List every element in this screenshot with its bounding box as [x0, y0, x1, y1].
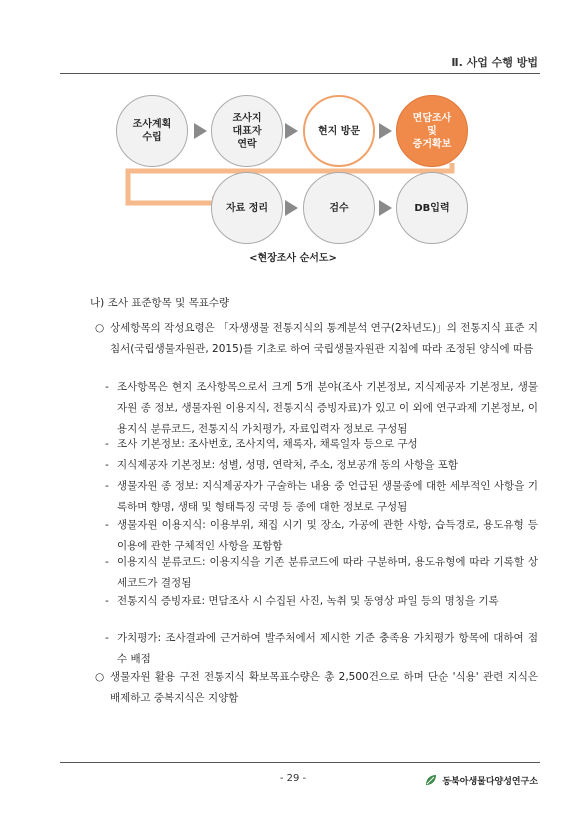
- footer-rule: [60, 762, 540, 763]
- circle-bullet: ○: [95, 671, 105, 683]
- arrow-right-icon: [379, 123, 392, 139]
- flow-node-review: 검수: [303, 172, 375, 244]
- item-survey-fields: [105, 377, 538, 440]
- item-text: 생물자원 이용지식: 이용부위, 채집 시기 및 장소, 가공에 관한 사항, 습득경로, 용도유형 등 이용에 관한 구체적인 사항을 포함함: [117, 519, 538, 552]
- arrow-right-icon: [379, 200, 392, 216]
- dash-bullet: -: [105, 556, 109, 568]
- paragraph-guideline: [95, 318, 538, 360]
- dash-bullet: -: [105, 632, 109, 644]
- item-text: 조사항목은 현지 조사항목으로서 크게 5개 분야(조사 기본정보, 지식제공자 기본정보, 생물자원 종 정보, 생물자원 이용지식, 전통지식 증빙자료)가 있고 이 외에 연구과제 기본정보, 이용지식 분류코드, 전통지식 가치평가, 자료입력자 정보로 구성됨: [117, 381, 538, 435]
- dash-bullet: -: [105, 595, 109, 607]
- page-number: - 29 -: [279, 773, 307, 784]
- leaf-logo-icon: [424, 773, 438, 787]
- item-survey-basic-info: [105, 434, 538, 455]
- org-logo: [424, 773, 538, 787]
- dash-bullet: -: [105, 480, 109, 492]
- section-title: 나) 조사 표준항목 및 목표수량: [90, 297, 230, 309]
- arrow-right-icon: [285, 123, 298, 139]
- item-classification-code: [105, 552, 538, 594]
- item-value-assessment: [105, 628, 538, 670]
- item-provider-info: [105, 455, 538, 476]
- item-text: 이용지식 분류코드: 이용지식을 기존 분류코드에 따라 구분하며, 용도유형에 따라 기록할 상세코드가 결정됨: [117, 556, 538, 589]
- dash-bullet: -: [105, 459, 109, 471]
- paragraph-text: 상세항목의 작성요령은 「자생생물 전통지식의 통계분석 연구(2차년도)」의 전통지식 표준 지침서(국립생물자원관, 2015)를 기초로 하여 국립생물자원관 지침에 따라 조정된 양식에 따름: [110, 322, 538, 355]
- paragraph-text: 생물자원 활용 구전 전통지식 확보목표수량은 총 2,500건으로 하며 단순 '식용' 관련 지식은 배제하고 중복지식은 지양함: [110, 671, 538, 704]
- figure-caption: <현장조사 순서도>: [249, 253, 337, 264]
- item-text: 조사 기본정보: 조사번호, 조사지역, 채록자, 채록일자 등으로 구성: [117, 438, 418, 450]
- item-use-knowledge: [105, 515, 538, 557]
- item-species-info: [105, 476, 538, 518]
- item-text: 생물자원 종 정보: 지식제공자가 구술하는 내용 중 언급된 생물종에 대한 세부적인 사항을 기록하며 향명, 생태 및 형태특징 국명 등 종에 대한 정보로 구성됨: [117, 480, 538, 513]
- dash-bullet: -: [105, 438, 109, 450]
- flow-node-organize: 자료 정리: [211, 172, 283, 244]
- arrow-right-icon: [194, 123, 207, 139]
- dash-bullet: -: [105, 519, 109, 531]
- item-evidence: [105, 591, 538, 612]
- flow-node-plan: 조사계획 수립: [116, 95, 188, 167]
- circle-bullet: ○: [95, 322, 105, 334]
- dash-bullet: -: [105, 381, 109, 393]
- item-text: 지식제공자 기본정보: 성별, 성명, 연락처, 주소, 정보공개 동의 사항을 포함: [117, 459, 459, 471]
- item-text: 가치평가: 조사결과에 근거하여 발주처에서 제시한 기준 충족용 가치평가 항목에 대하여 점수 배점: [117, 632, 538, 665]
- flow-node-db-input: DB입력: [396, 172, 468, 244]
- flow-node-contact: 조사지 대표자 연락: [211, 95, 283, 167]
- flow-node-visit: 현지 방문: [303, 95, 375, 167]
- running-header: Ⅱ. 사업 수행 방법: [451, 56, 538, 69]
- flow-node-interview: 면담조사 및 증거확보: [396, 95, 468, 167]
- item-text: 전통지식 증빙자료: 면담조사 시 수집된 사진, 녹취 및 동영상 파일 등의 명칭을 기록: [117, 595, 499, 607]
- org-name: 동북아생물다양성연구소: [442, 776, 538, 787]
- arrow-right-icon: [285, 200, 298, 216]
- paragraph-target-quantity: [95, 667, 538, 709]
